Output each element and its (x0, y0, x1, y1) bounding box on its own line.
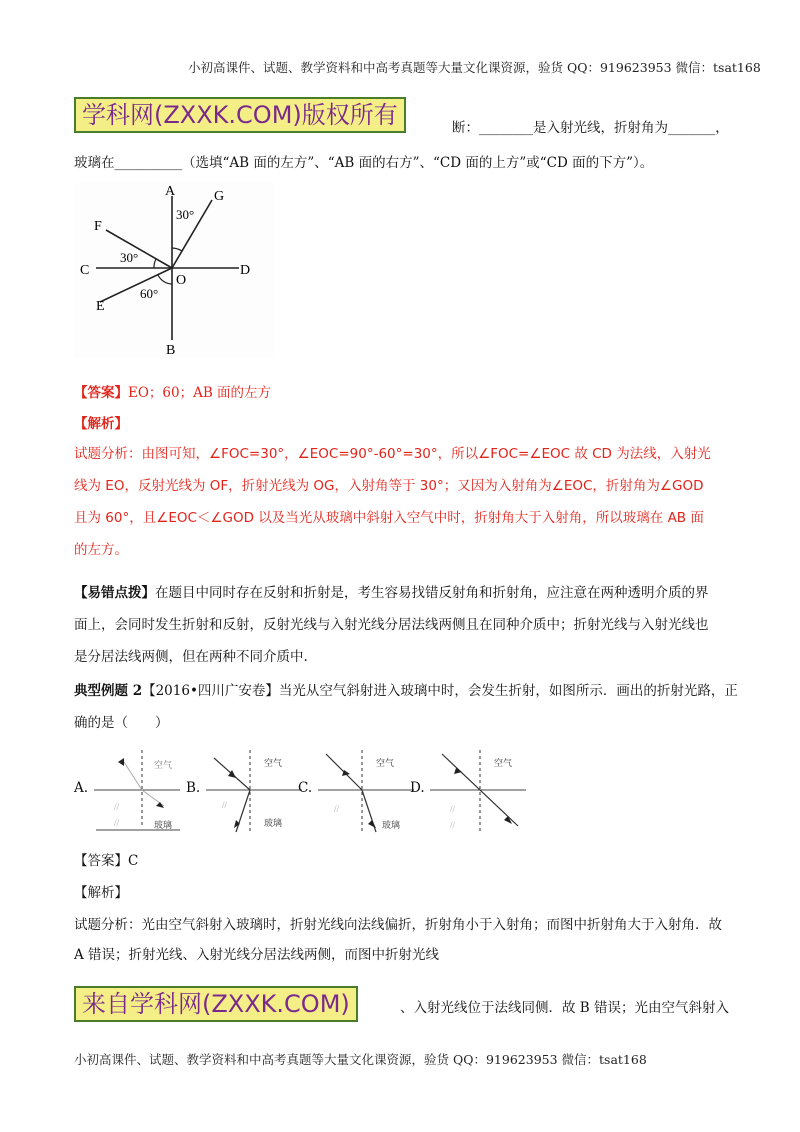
analysis-line-4: 的左方。 (74, 542, 128, 558)
analysis-line-1: 试题分析：由图可知，∠FOC=30°，∠EOC=90°-60°=30°，所以∠FOC=∠EOC 故 CD 为法线，入射光 (74, 446, 711, 462)
glass-label: 玻璃 (264, 818, 283, 828)
hint-line-3: 是分居法线两侧，但在两种不同介质中. (74, 649, 308, 665)
analysis-line-2: 线为 EO，反射光线为 OF，折射光线为 OG，入射角等于 30°；又因为入射角为∠EOC，折射角为∠GOD (74, 478, 704, 494)
hint-label: 【易错点拨】 (74, 585, 155, 601)
option-a-letter: A. (74, 780, 89, 796)
analysis-label-2: 【解析】 (74, 885, 128, 901)
angle-left-label: 30° (120, 250, 139, 265)
label-b: B (166, 343, 176, 358)
watermark-banner: 学科网(ZXXK.COM)版权所有 (74, 97, 406, 133)
svg-text://: // (222, 800, 228, 810)
example2-title: 典型例题 2 (74, 683, 143, 699)
glass-label: 玻璃 (382, 820, 401, 830)
option-a-figure (92, 748, 182, 836)
optics-figure (74, 182, 274, 358)
answer-text: EO；60；AB 面的左方 (128, 385, 272, 401)
label-f: F (94, 219, 102, 234)
option-d-figure (428, 748, 528, 836)
question-line-1: 断：________是入射光线，折射角为_______， (452, 120, 729, 136)
option-c-letter: C. (298, 780, 313, 796)
option-b-figure (204, 748, 304, 836)
analysis2-line-2: A 错误；折射光线、入射光线分居法线两侧，而图中折射光线 (74, 947, 440, 963)
air-label: 空气 (154, 760, 173, 770)
label-d: D (240, 263, 251, 278)
answer-text: C (128, 853, 139, 869)
hint-line-1: 【易错点拨】在题目中同时存在反射和折射是，考生容易找错反射角和折射角，应注意在两种透明介质的界 (74, 585, 709, 601)
answer-label: 【答案】 (74, 853, 128, 869)
svg-text://: // (450, 820, 456, 830)
option-d-letter: D. (410, 780, 425, 796)
label-e: E (96, 299, 105, 314)
watermark-banner-2: 来自学科网(ZXXK.COM) (74, 986, 358, 1022)
analysis-label: 【解析】 (74, 416, 128, 432)
question-line-2: 玻璃在__________（选填“AB 面的左方”、“AB 面的右方”、“CD 面的上方”或“CD 面的下方”）。 (74, 155, 654, 171)
label-a: A (165, 184, 176, 199)
example2-source: 【2016•四川广安卷】 (142, 683, 279, 699)
example2-line-2: 确的是（ ） (74, 715, 169, 731)
svg-text://: // (114, 818, 120, 828)
label-g: G (214, 189, 225, 204)
angle-bottom-label: 60° (140, 286, 159, 301)
page-header: 小初高课件、试题、教学资料和中高考真题等大量文化课资源，验货 QQ：919623953 微信：tsat168 (188, 60, 761, 75)
air-label: 空气 (494, 758, 513, 768)
svg-text://: // (450, 804, 456, 814)
glass-label: 玻璃 (154, 820, 173, 830)
label-o: O (176, 273, 187, 288)
hint-line-2: 面上，会同时发生折射和反射，反射光线与入射光线分居法线两侧且在同种介质中；折射光线与入射光线也 (74, 617, 709, 633)
svg-text://: // (334, 804, 340, 814)
analysis2-line-1: 试题分析：光由空气斜射入玻璃时，折射光线向法线偏折，折射角小于入射角；而图中折射角大于入射角．故 (74, 917, 722, 933)
analysis2-line-3: 、入射光线位于法线同侧．故 B 错误；光由空气斜射入 (400, 1000, 730, 1016)
option-c-figure (316, 748, 416, 836)
air-label: 空气 (376, 758, 395, 768)
label-c: C (80, 263, 90, 278)
angle-top-label: 30° (176, 207, 195, 222)
svg-text://: // (114, 802, 120, 812)
answer-2 (74, 849, 138, 869)
answer-label: 【答案】 (74, 385, 128, 401)
option-b-letter: B. (186, 780, 201, 796)
page-footer: 小初高课件、试题、教学资料和中高考真题等大量文化课资源，验货 QQ：919623953 微信：tsat168 (74, 1052, 647, 1067)
example2-line-1: 典型例题 2【2016•四川广安卷】当光从空气斜射进入玻璃中时，会发生折射，如图所示．画出的折射光路，正 (74, 683, 738, 699)
answer-1 (74, 381, 271, 401)
analysis-line-3: 且为 60°，且∠EOC＜∠GOD 以及当光从玻璃中斜射入空气中时，折射角大于入射角，所以玻璃在 AB 面 (74, 510, 704, 526)
air-label: 空气 (264, 758, 283, 768)
